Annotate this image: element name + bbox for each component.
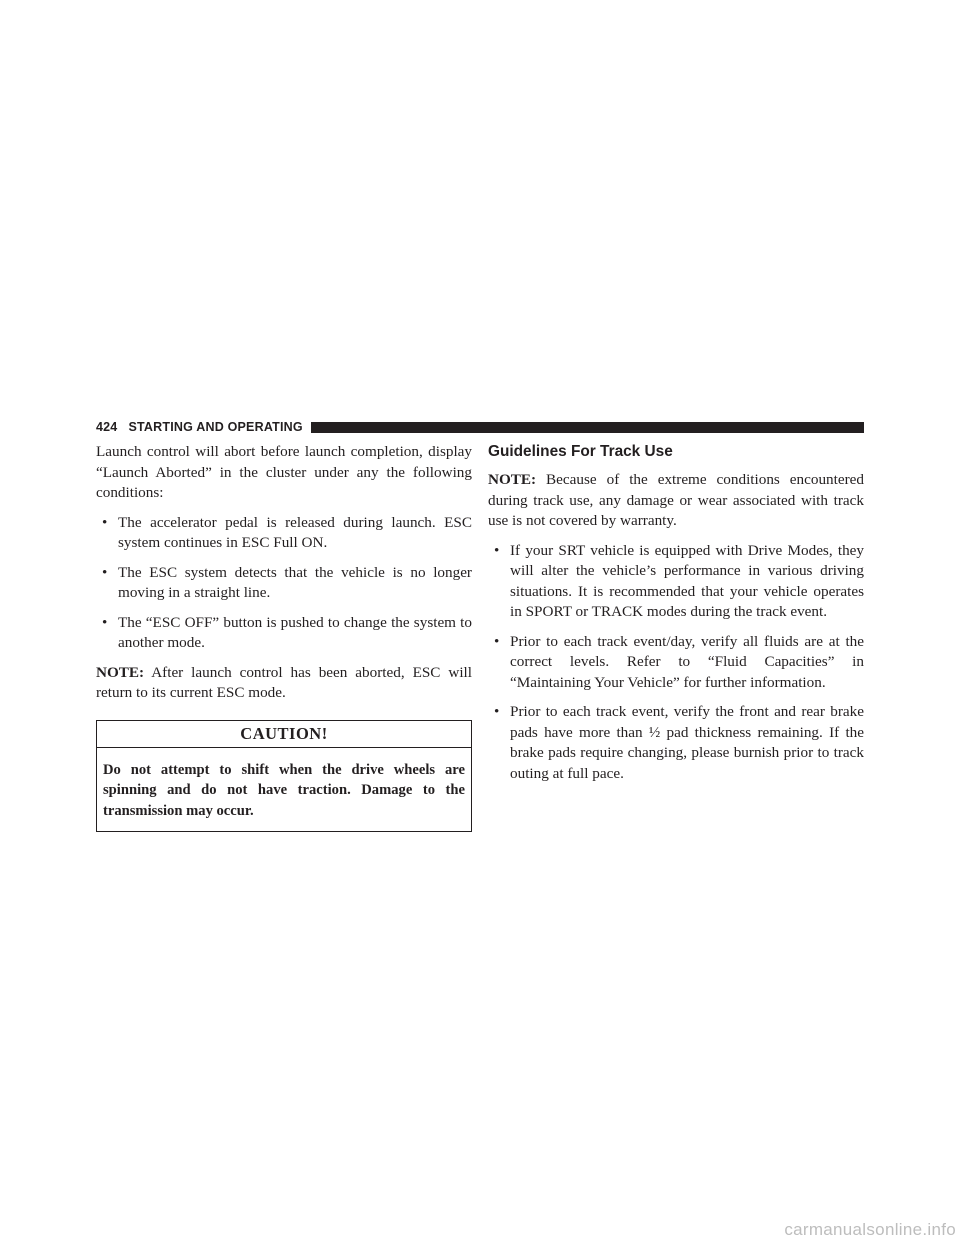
bullet-icon: • bbox=[494, 541, 500, 559]
bullet-icon: • bbox=[102, 513, 108, 531]
track-guidelines-list bbox=[488, 541, 864, 785]
list-item: • If your SRT vehicle is equipped with Drive Modes, they will alter the vehicle’s performance in various driving situations. It is recommended that your vehicle operates in SPORT or TRACK modes during the track event. bbox=[494, 541, 864, 620]
note-paragraph bbox=[488, 470, 864, 532]
left-column bbox=[96, 442, 472, 832]
section-title: STARTING AND OPERATING bbox=[128, 420, 303, 434]
page-number: 424 bbox=[96, 420, 118, 434]
bullet-icon: • bbox=[494, 703, 500, 720]
header-rule bbox=[311, 422, 864, 433]
caution-box bbox=[96, 720, 472, 833]
note-paragraph bbox=[96, 663, 472, 704]
section-heading: Guidelines For Track Use bbox=[488, 443, 673, 460]
list-item: • Prior to each track event, verify the front and rear brake pads have more than ½ pad thickness remaining. If the brake pads require changing, please burnish prior to track outing at full pace. bbox=[494, 703, 864, 782]
bullet-icon: • bbox=[494, 632, 500, 650]
watermark: carmanualsonline.info bbox=[784, 1220, 956, 1239]
caution-text: Do not attempt to shift when the drive wheels are spinning and do not have traction. Damage to the transmission may occur. bbox=[103, 761, 465, 819]
note-label: NOTE: bbox=[96, 663, 145, 681]
bullet-icon: • bbox=[102, 613, 108, 631]
bullet-icon: • bbox=[102, 563, 108, 581]
intro-paragraph: Launch control will abort before launch completion, display “Launch Aborted” in the cluster under any the following conditions: bbox=[96, 443, 472, 501]
page-header bbox=[96, 418, 864, 436]
list-item: • The accelerator pedal is released during launch. ESC system continues in ESC Full ON. bbox=[102, 513, 472, 551]
caution-title: CAUTION! bbox=[97, 721, 471, 748]
note-text: Because of the extreme conditions encountered during track use, any damage or wear associated with track use is not covered by warranty. bbox=[488, 471, 864, 529]
note-label: NOTE: bbox=[488, 471, 537, 488]
right-column bbox=[488, 442, 864, 793]
list-item: • Prior to each track event/day, verify all fluids are at the correct levels. Refer to “Fluid Capacities” in “Maintaining Your Vehicle” for further information. bbox=[494, 632, 864, 691]
abort-conditions-list bbox=[96, 513, 472, 654]
list-item: • The “ESC OFF” button is pushed to change the system to another mode. bbox=[102, 613, 472, 651]
note-text: After launch control has been aborted, ESC will return to its current ESC mode. bbox=[96, 663, 472, 701]
list-item: • The ESC system detects that the vehicle is no longer moving in a straight line. bbox=[102, 563, 472, 601]
